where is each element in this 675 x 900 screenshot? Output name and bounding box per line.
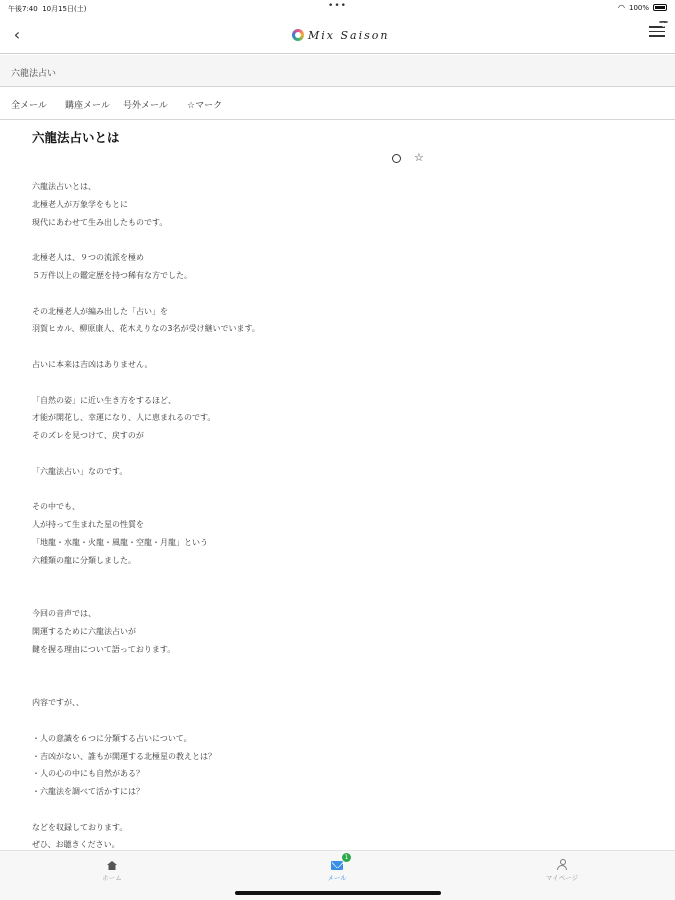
article-line (32, 481, 260, 499)
chevron-left-icon: ‹ (13, 25, 21, 44)
tab-star-mark[interactable]: ☆マーク (187, 101, 223, 111)
article-line (32, 801, 260, 819)
article-line (32, 445, 260, 463)
mail-badge: 1 (342, 853, 351, 862)
person-icon-wrap (522, 857, 602, 870)
article-line: 北極老人が万象学をもとに (32, 199, 128, 209)
article-line (32, 659, 260, 677)
favorite-star-icon[interactable]: ☆ (414, 151, 424, 164)
bottom-tab-mypage-label: マイページ (545, 874, 579, 882)
article-body (32, 178, 260, 850)
article-line (32, 570, 260, 588)
article-line (32, 712, 260, 730)
article-line (32, 587, 260, 605)
read-status-circle-icon[interactable] (392, 154, 401, 163)
breadcrumb-bar (0, 55, 675, 87)
article-line: 開運するために六龍法占いが (32, 626, 136, 636)
article-line: ・人の意識を６つに分類する占いについて。 (32, 733, 192, 743)
person-icon (557, 859, 567, 870)
breadcrumb: 六龍法占い (11, 69, 57, 79)
mail-icon (331, 861, 343, 870)
article-line: ・人の心の中にも自然がある？ (32, 769, 144, 779)
mail-icon-wrap (297, 854, 377, 870)
bottom-tab-mail[interactable] (297, 854, 377, 882)
wifi-icon: ◠ (618, 3, 625, 12)
article-line: 鍵を握る理由について語っております。 (32, 644, 176, 654)
app-logo (292, 26, 389, 44)
article-line: ・六龍法を調べて活かすには？ (32, 787, 144, 797)
article-line: 今回の音声では、 (32, 609, 96, 619)
article-content[interactable] (0, 121, 675, 850)
article-line (32, 231, 260, 249)
nav-bar (0, 16, 675, 54)
menu-button[interactable] (649, 26, 665, 40)
article-line: 人が持って生まれた星の性質を (32, 520, 144, 530)
logo-text: Mix Saison (308, 28, 390, 42)
article-line: 占いに本来は吉凶はありません。 (32, 359, 153, 369)
home-icon-wrap (72, 857, 152, 870)
article-line: 現代にあわせて生み出したものです。 (32, 217, 168, 227)
tab-course-mail[interactable]: 購座メール (65, 101, 110, 111)
article-line (32, 374, 260, 392)
battery-icon (653, 4, 667, 11)
battery-percent: 100% (628, 3, 649, 12)
article-line: ぜひ、お聴きください。 (32, 840, 120, 850)
home-icon (107, 861, 117, 870)
article-line: 内容ですが、、 (32, 698, 84, 708)
article-line: 六種類の龍に分類しました。 (32, 555, 136, 565)
article-line: 「自然の姿」に近い生き方をするほど、 (32, 395, 176, 405)
article-actions (392, 153, 424, 163)
bottom-tab-mail-label: メール (327, 874, 347, 882)
article-line: その中でも、 (32, 502, 80, 512)
article-line: 羽賀ヒカル、柳原康人、花木えりなの3名が受け継いでいます。 (32, 324, 260, 334)
article-line: 「六龍法占い」なのです。 (32, 466, 128, 476)
article-line: 北極老人は、９つの流派を極め (32, 253, 144, 263)
article-line (32, 338, 260, 356)
article-line: 六龍法占いとは、 (32, 182, 96, 191)
bottom-tab-home[interactable] (72, 857, 152, 882)
back-button[interactable] (8, 24, 26, 46)
tab-all-mail[interactable]: 全メール (11, 101, 47, 111)
article-line: その北極老人が編み出した「占い」を (32, 306, 168, 316)
article-line (32, 285, 260, 303)
status-date: 10月15日(土) (42, 5, 87, 13)
status-bar (0, 0, 675, 16)
status-right (618, 3, 667, 12)
logo-mark-icon (292, 29, 304, 41)
bottom-tab-mypage[interactable] (522, 857, 602, 882)
article-line (32, 676, 260, 694)
hamburger-line (649, 31, 665, 33)
home-indicator[interactable] (235, 891, 441, 895)
menu-badge (659, 21, 668, 23)
article-line: そのズレを見つけて、戻すのが (32, 431, 144, 441)
hamburger-line (649, 35, 665, 37)
article-line: ・吉凶がない、誰もが開運する北極星の教えとは？ (32, 751, 216, 761)
bottom-tab-home-label: ホーム (102, 874, 122, 882)
article-line: 才能が開花し、幸運になり、人に恵まれるのです。 (32, 413, 216, 423)
tab-extra-mail[interactable]: 号外メール (123, 101, 168, 111)
article-line: ５万件以上の鑑定歴を持つ稀有な方でした。 (32, 270, 192, 280)
mail-filter-tabs (0, 88, 675, 120)
article-line: 「地龍・水龍・火龍・風龍・空龍・月龍」という (32, 537, 208, 547)
status-time: 午後7:40 (8, 5, 38, 13)
article-title: 六龍法占いとは (32, 130, 120, 145)
multitask-dots[interactable]: ••• (328, 1, 347, 11)
article-line: などを収録しております。 (32, 822, 128, 832)
